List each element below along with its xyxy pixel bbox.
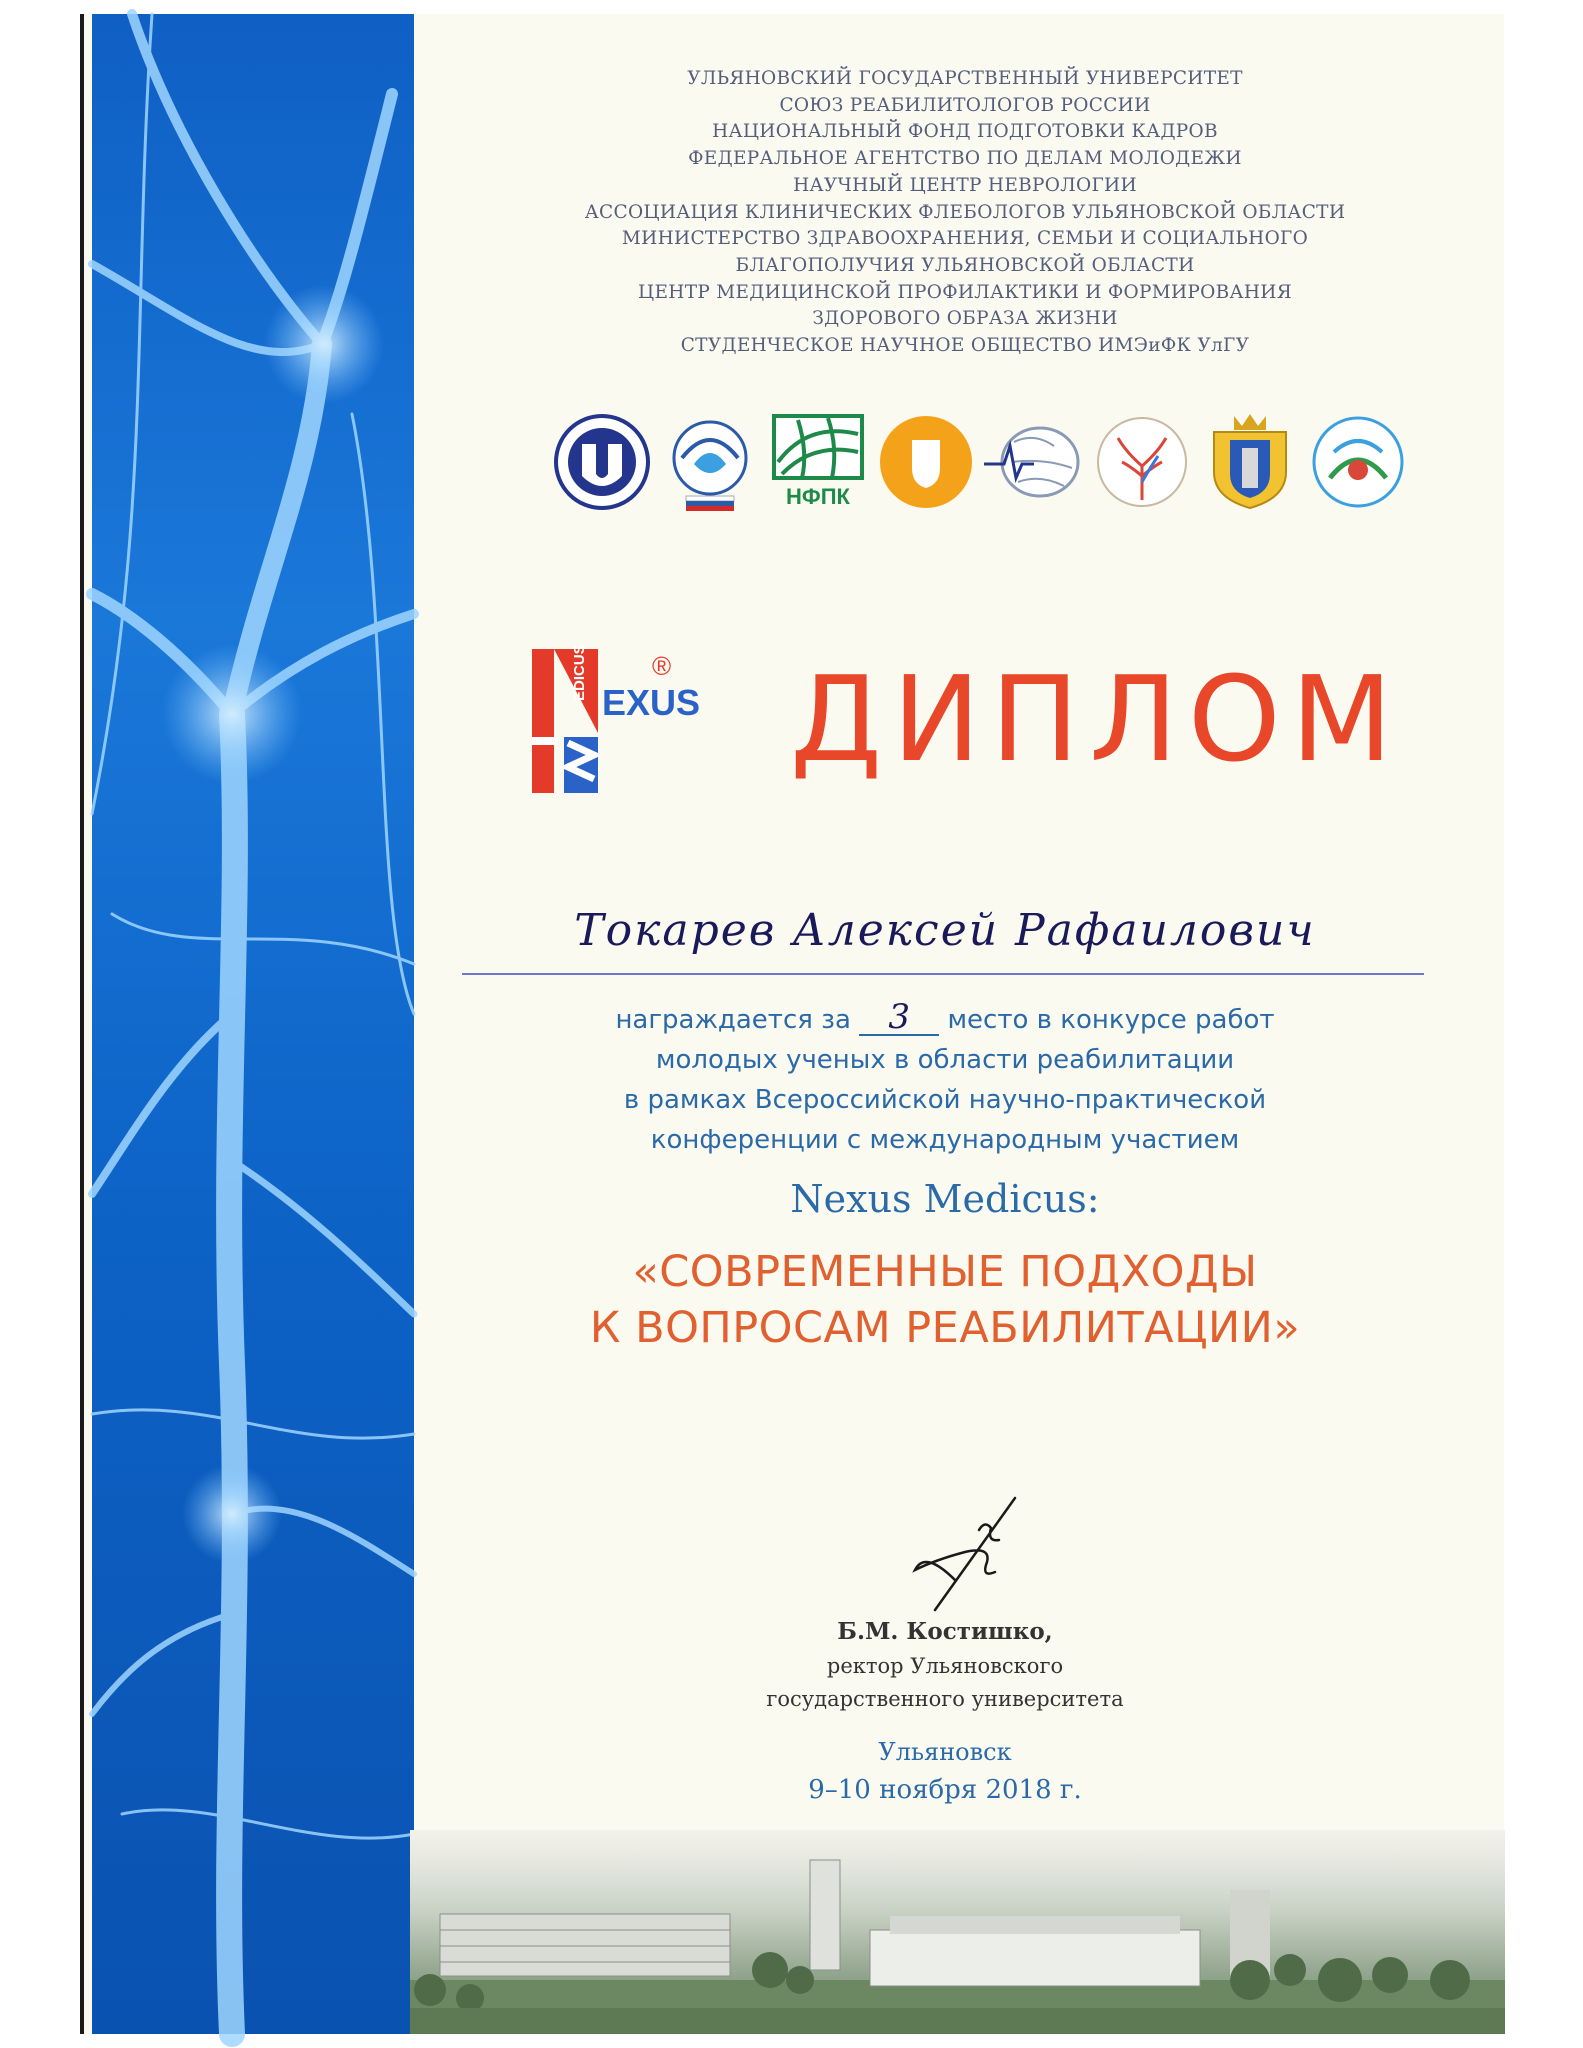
neuron-art-strip (92, 14, 414, 2034)
conference-title-line-2: К ВОПРОСАМ РЕАБИЛИТАЦИИ» (589, 1303, 1301, 1353)
nexus-medicus-logo (528, 644, 701, 795)
conference-title-line-1: «СОВРЕМЕННЫЕ ПОДХОДЫ (632, 1247, 1258, 1297)
signer-role-line-2: государственного университета (766, 1687, 1124, 1711)
event-date: 9–10 ноября 2018 г. (808, 1775, 1082, 1805)
signer-role-line-1: ректор Ульяновского (826, 1654, 1064, 1678)
award-place: 3 (859, 1000, 939, 1036)
diploma-title: ДИПЛОМ (790, 650, 1403, 788)
phlebology-association-icon (1092, 412, 1192, 512)
event-city: Ульяновск (878, 1738, 1012, 1766)
organizer-line: АССОЦИАЦИЯ КЛИНИЧЕСКИХ ФЛЕБОЛОГОВ УЛЬЯНОВСКОЙ ОБЛАСТИ (584, 201, 1346, 223)
organizer-line: БЛАГОПОЛУЧИЯ УЛЬЯНОВСКОЙ ОБЛАСТИ (735, 254, 1195, 276)
brand-wordmark: EXUS (602, 682, 701, 723)
ulsu-emblem-icon (552, 412, 652, 512)
award-prefix: награждается за (615, 1005, 851, 1035)
brand-sub-text: EDICUS (571, 644, 588, 701)
organizer-line: ЗДОРОВОГО ОБРАЗА ЖИЗНИ (812, 308, 1118, 330)
organizer-line: МИНИСТЕРСТВО ЗДРАВООХРАНЕНИЯ, СЕМЬИ И СОЦИАЛЬНОГО (621, 228, 1309, 250)
conference-name: Nexus Medicus: (790, 1177, 1100, 1221)
recipient-underline (462, 973, 1424, 975)
health-ministry-icon (1308, 412, 1408, 512)
neuron-illustration (92, 14, 414, 2034)
award-suffix: место в конкурсе работ (947, 1005, 1275, 1035)
youth-agency-icon (876, 412, 976, 512)
award-line-4: конференции с международным участием (650, 1125, 1240, 1155)
registered-mark: ® (652, 651, 672, 681)
nfpk-label: НФПК (786, 484, 850, 509)
campus-illustration (410, 1830, 1505, 2034)
rector-signature (895, 1490, 1035, 1630)
organizer-line: НАЦИОНАЛЬНЫЙ ФОНД ПОДГОТОВКИ КАДРОВ (712, 121, 1218, 143)
award-text (500, 997, 1390, 1160)
nfpk-logo-icon (768, 412, 868, 512)
organizer-line: НАУЧНЫЙ ЦЕНТР НЕВРОЛОГИИ (793, 174, 1137, 196)
signer-name: Б.М. Костишко, (837, 1618, 1053, 1645)
organizer-line: ЦЕНТР МЕДИЦИНСКОЙ ПРОФИЛАКТИКИ И ФОРМИРОВАНИЯ (638, 281, 1292, 303)
conference-title (470, 1244, 1420, 1356)
signer-role (620, 1650, 1270, 1716)
neurology-center-icon (984, 412, 1084, 512)
rehab-union-icon (660, 412, 760, 512)
recipient-name: Токарев Алексей Рафаилович (574, 905, 1316, 956)
organizers-list (470, 66, 1460, 360)
partner-logos-row (552, 412, 1392, 512)
campus-photo (410, 1830, 1505, 2034)
award-line-2: молодых ученых в области реабилитации (655, 1045, 1235, 1075)
organizer-line: СТУДЕНЧЕСКОЕ НАУЧНОЕ ОБЩЕСТВО ИМЭиФК УлГУ (680, 335, 1250, 357)
organizer-line: УЛЬЯНОВСКИЙ ГОСУДАРСТВЕННЫЙ УНИВЕРСИТЕТ (687, 68, 1243, 89)
award-line-3: в рамках Всероссийской научно-практической (623, 1085, 1267, 1115)
organizer-line: ФЕДЕРАЛЬНОЕ АГЕНТСТВО ПО ДЕЛАМ МОЛОДЕЖИ (688, 148, 1242, 170)
ulyanovsk-coat-of-arms-icon (1200, 412, 1300, 512)
award-line-1 (500, 997, 1390, 1040)
organizer-line: СОЮЗ РЕАБИЛИТОЛОГОВ РОССИИ (779, 94, 1151, 116)
